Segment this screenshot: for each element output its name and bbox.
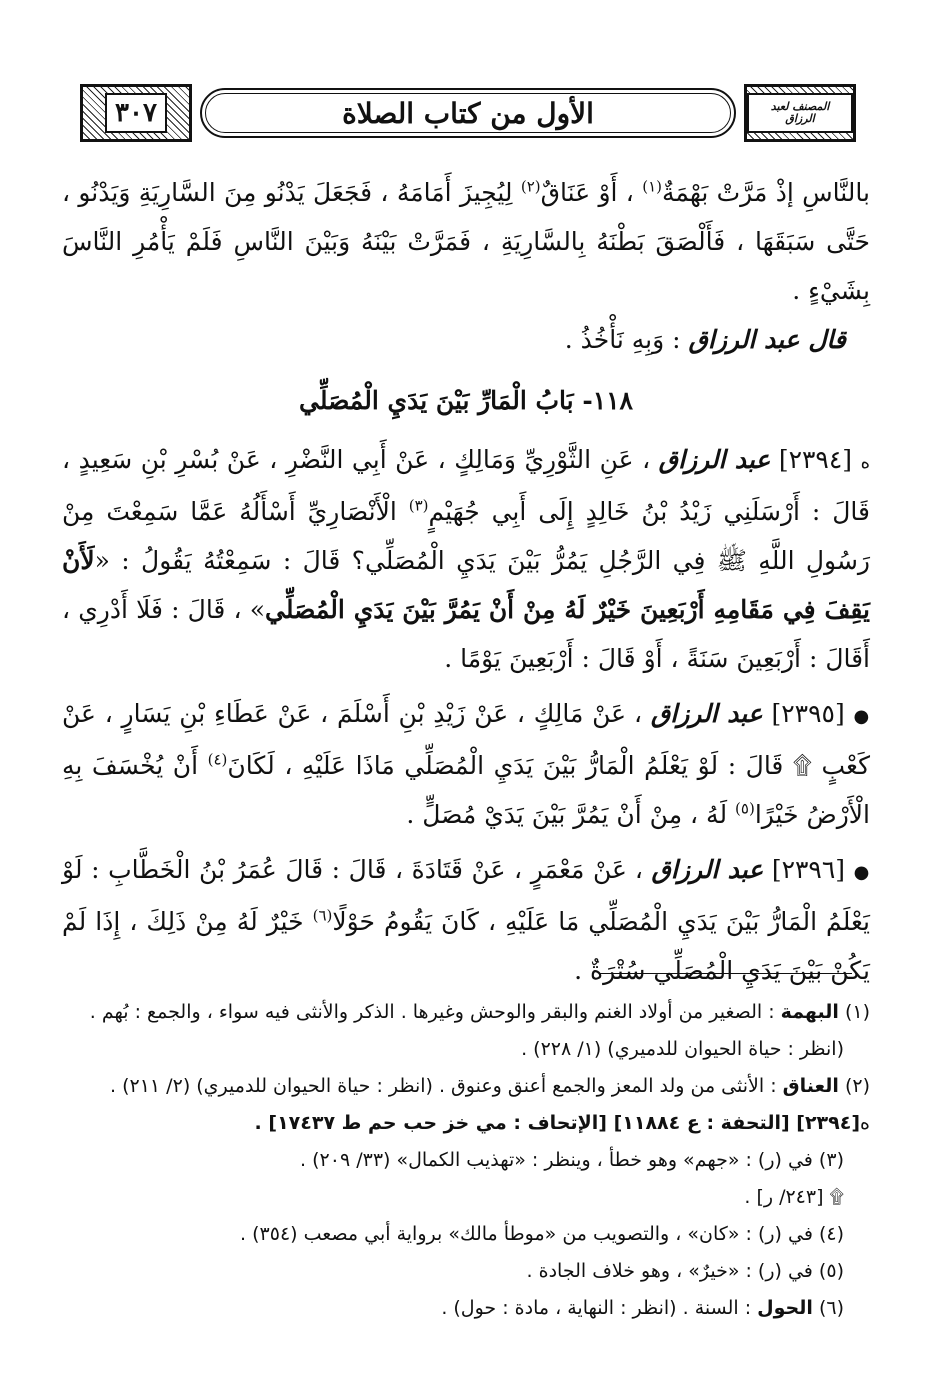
source-note (70, 1105, 870, 1142)
hadith-2395 (62, 689, 870, 839)
book-logo: المصنف لعبد الرزاق (770, 99, 830, 125)
footnote-5: (٥) في (ر) : «خيرٌ» ، وهو خلاف الجادة . (526, 1260, 844, 1282)
hadith-number: [٢٣٩٦] (771, 855, 846, 884)
text-span: ، عَنِ الثَّوْرِيِّ وَمَالِكٍ ، عَنْ أَبِي النَّضْرِ ، عَنْ بُسْرِ بْنِ سَعِيدٍ ، قَالَ : أَرْسَلَنِي زَيْدُ بْنُ خَالِدٍ إِلَى أَبِي جُهَيْمٍ (62, 445, 870, 526)
running-title: الأول من كتاب الصلاة (342, 96, 594, 130)
footnote-term: البهمة (780, 1001, 839, 1023)
text-span: ، عَنْ مَالِكٍ ، عَنْ زَيْدِ بْنِ أَسْلَمَ ، عَنْ عَطَاءِ بْنِ يَسَارٍ ، عَنْ كَعْبٍ ۩ قَالَ : لَوْ يَعْلَمُ الْمَارُّ بَيْنَ يَدَيِ الْمُصَلِّي مَاذَا عَلَيْهِ ، لَكَانَ (62, 699, 870, 780)
running-title-frame (200, 88, 736, 138)
footnote-ref: (٣) (408, 496, 429, 515)
footnote-text: : الأنثى من ولد المعز والجمع أعنق وعنوق . (انظر : حياة الحيوان للدميري) (٢/ ٢١١) . (110, 1075, 777, 1097)
author-statement (62, 315, 870, 364)
author-name: قال عبد الرزاق (688, 325, 846, 354)
author-name: عبد الرزاق (650, 699, 763, 728)
text-span: ، أَوْ عَنَاقٌ (540, 178, 634, 207)
hadith-marker: ● (853, 706, 870, 727)
footnote-text: : الصغير من أولاد الغنم والبقر والوحش وغيرها . الذكر والأنثى فيه سواء ، والجمع : بُهم . (89, 1001, 775, 1023)
footnote-ref: (١) (642, 177, 662, 196)
footnote-1-continuation: (انظر : حياة الحيوان للدميري) (١/ ٢٢٨) . (521, 1038, 844, 1060)
text-span: الْأَنْصَارِيِّ أَسْأَلُهُ عَمَّا سَمِعْتَ مِنْ رَسُولِ اللَّهِ ﷺ فِي الرَّجُلِ يَمُرُّ بَيْنَ يَدَيِ الْمُصَلِّي؟ قَالَ : سَمِعْتُهُ يَقُولُ : « (62, 497, 870, 575)
footnote-number: (٢) (844, 1075, 870, 1097)
footnote-number: (٦) (818, 1297, 844, 1319)
source-marker: ه (860, 1112, 870, 1134)
footnote-term: الحول (757, 1297, 813, 1319)
hadith-number: [٢٣٩٤] (778, 445, 853, 474)
footnote-text: : السنة . (انظر : النهاية ، مادة : حول) . (441, 1297, 752, 1319)
page-header (80, 84, 856, 142)
footnote-ref: (٥) (735, 799, 755, 818)
text-span: خَيْرٌ لَهُ مِنْ ذَلِكَ ، إِذَا لَمْ يَكُنْ بَيْنَ يَدَيِ الْمُصَلِّي سُتْرَةٌ . (62, 907, 870, 985)
author-name: عبد الرزاق (658, 445, 771, 474)
text-span: ، عَنْ مَعْمَرٍ ، عَنْ قَتَادَةَ ، قَالَ : قَالَ عُمَرُ بْنُ الْخَطَّابِ : لَوْ يَعْلَمُ الْمَارُّ بَيْنَ يَدَيِ الْمُصَلِّي مَا عَلَيْهِ ، كَانَ يَقُومُ حَوْلًا (62, 855, 870, 936)
footnote-3: (٣) في (ر) : «جهم» وهو خطأ ، وينظر : «تهذيب الكمال» (٣٣/ ٢٠٩) . (300, 1149, 844, 1171)
footnote-1 (70, 994, 870, 1031)
hadith-2394 (62, 435, 870, 683)
hadith-marker: ● (853, 862, 870, 883)
footnote-number: (١) (844, 1001, 870, 1023)
footnote-6 (70, 1290, 870, 1327)
text-span: لَهُ ، مِنْ أَنْ يَمُرَّ بَيْنَ يَدَيْ مُصَلٍّ . (406, 800, 728, 829)
source-text: [٢٣٩٤] [التحفة : ع ١١٨٨٤] [الإتحاف : مي خز حب حم ط ١٧٤٣٧] . (254, 1112, 861, 1134)
footnote-2 (70, 1068, 870, 1105)
logo-ornament (744, 84, 856, 142)
main-text (62, 168, 870, 995)
footnote-separator (600, 973, 852, 974)
footnote-term: العناق (782, 1075, 839, 1097)
text-span: » ، قَالَ : فَلَا أَدْرِي ، أَقَالَ : أَرْبَعِينَ سَنَةً ، أَوْ قَالَ : أَرْبَعِينَ يَوْمًا . (62, 595, 870, 673)
page-number-ornament (80, 84, 192, 142)
continued-paragraph (62, 168, 870, 315)
footnote-ref: (٤) (207, 750, 228, 769)
prophetic-quote: لَأَنْ يَقِفَ فِي مَقَامِهِ أَرْبَعِينَ خَيْرٌ لَهُ مِنْ أَنْ يَمُرَّ بَيْنَ يَدَيِ الْمُصَلِّي (62, 546, 870, 624)
chapter-title: ١١٨- بَابُ الْمَارِّ بَيْنَ يَدَيِ الْمُصَلِّي (299, 386, 633, 415)
footnote-ref: (٢) (520, 177, 541, 196)
text-span: أَنْ يُخْسَفَ بِهِ الْأَرْضُ خَيْرًا (62, 751, 870, 829)
footnote-ref: (٦) (312, 906, 333, 925)
manuscript-page-note: ۩ [٢٤٣/ ر] . (744, 1186, 844, 1208)
text-span: : وَبِهِ نَأْخُذُ . (564, 325, 681, 354)
page-number: ٣٠٧ (115, 98, 157, 128)
hadith-number: [٢٣٩٥] (771, 699, 845, 728)
author-name: عبد الرزاق (651, 855, 764, 884)
text-span: بالنَّاسِ إذْ مَرَّتْ بَهْمَةٌ (661, 178, 870, 207)
footnote-4: (٤) في (ر) : «كان» ، والتصويب من «موطأ مالك» برواية أبي مصعب (٣٥٤) . (240, 1223, 844, 1245)
hadith-marker: ه (860, 452, 871, 473)
text-span: لِيُجِيزَ أَمَامَهُ ، فَجَعَلَ يَدْنُو مِنَ السَّارِيَةِ وَيَدْنُو ، حَتَّى سَبَقَهَا ، فَأَلْصَقَ بَطْنَهُ بِالسَّارِيَةِ ، فَمَرَّتْ بَيْنَهُ وَبَيْنَ النَّاسِ فَلَمْ يَأْمُرِ النَّاسَ بِشَيْءٍ . (62, 178, 870, 305)
footnotes (70, 994, 870, 1327)
